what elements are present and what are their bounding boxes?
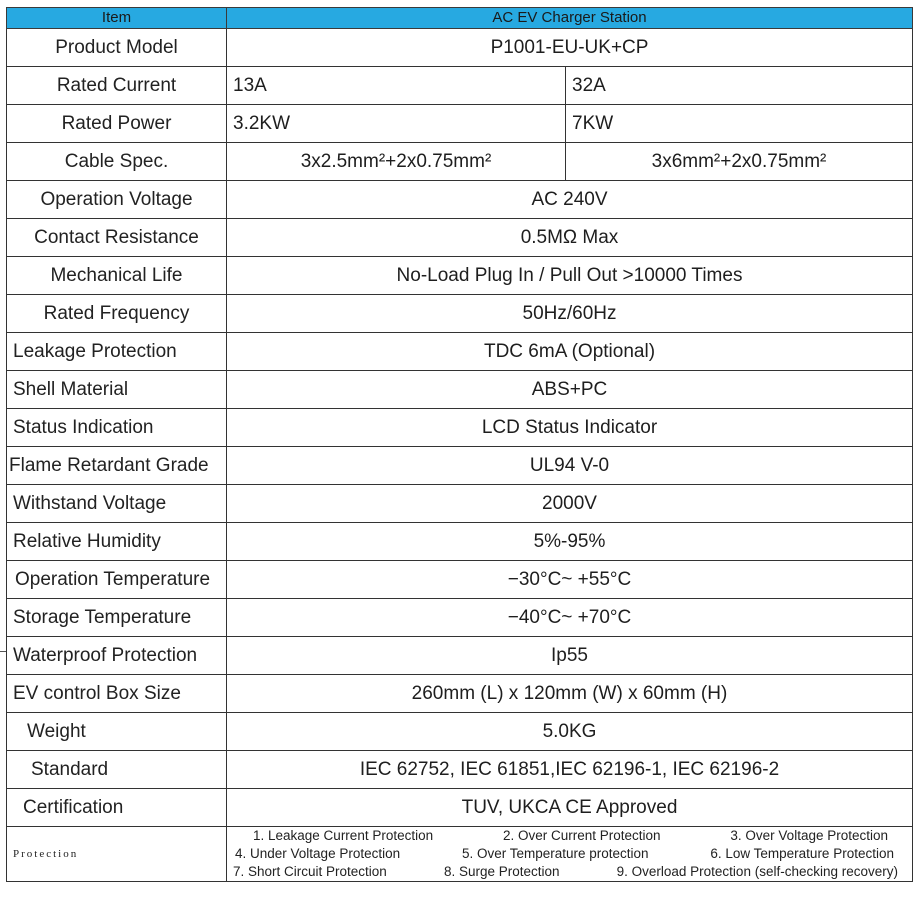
row-label: Standard — [7, 751, 227, 789]
row-value: −30°C~ +55°C — [227, 561, 913, 599]
table-row — [7, 561, 913, 599]
table-row — [7, 257, 913, 295]
row-value-13a: 3x2.5mm²+2x0.75mm² — [227, 143, 566, 181]
table-row — [7, 371, 913, 409]
row-value: 50Hz/60Hz — [227, 295, 913, 333]
table-row — [7, 637, 913, 675]
table-row — [7, 295, 913, 333]
row-value: 5.0KG — [227, 713, 913, 751]
table-row — [7, 181, 913, 219]
table-row — [7, 675, 913, 713]
row-label: Rated Current — [7, 67, 227, 105]
row-value-32a: 7KW — [566, 105, 913, 143]
row-value: LCD Status Indicator — [227, 409, 913, 447]
row-value: P1001-EU-UK+CP — [227, 29, 913, 67]
row-label: Certification — [7, 789, 227, 827]
header-item: Item — [7, 8, 227, 29]
row-value: UL94 V-0 — [227, 447, 913, 485]
table-row — [7, 523, 913, 561]
table-row — [7, 143, 913, 181]
table-row — [7, 599, 913, 637]
table-row — [7, 67, 913, 105]
table-row — [7, 333, 913, 371]
row-label: Status Indication — [7, 409, 227, 447]
row-label: Withstand Voltage — [7, 485, 227, 523]
protection-list — [227, 827, 913, 882]
protection-row — [7, 827, 913, 882]
row-value: TDC 6mA (Optional) — [227, 333, 913, 371]
row-label: Contact Resistance — [7, 219, 227, 257]
table-header-row — [7, 8, 913, 29]
header-title: AC EV Charger Station — [227, 8, 913, 29]
row-value-32a: 32A — [566, 67, 913, 105]
row-value: Ip55 — [227, 637, 913, 675]
row-value: ABS+PC — [227, 371, 913, 409]
protection-item: 9. Overload Protection (self-checking recovery) — [616, 864, 898, 879]
row-value-13a: 3.2KW — [227, 105, 566, 143]
table-row — [7, 409, 913, 447]
protection-item: 1. Leakage Current Protection — [253, 828, 434, 843]
row-value: 0.5MΩ Max — [227, 219, 913, 257]
protection-item: 6. Low Temperature Protection — [710, 846, 894, 861]
protection-item: 2. Over Current Protection — [502, 828, 661, 843]
specification-table — [6, 7, 913, 882]
protection-item: 3. Over Voltage Protection — [730, 828, 888, 843]
protection-item: 8. Surge Protection — [443, 864, 560, 879]
row-label: Relative Humidity — [7, 523, 227, 561]
row-label: Mechanical Life — [7, 257, 227, 295]
table-row — [7, 713, 913, 751]
row-label: Weight — [7, 713, 227, 751]
row-value-32a: 3x6mm²+2x0.75mm² — [566, 143, 913, 181]
row-value: 5%-95% — [227, 523, 913, 561]
row-value: TUV, UKCA CE Approved — [227, 789, 913, 827]
row-label: Shell Material — [7, 371, 227, 409]
row-label: Cable Spec. — [7, 143, 227, 181]
row-value-13a: 13A — [227, 67, 566, 105]
table-row — [7, 29, 913, 67]
row-label: Operation Temperature — [7, 561, 227, 599]
table-row — [7, 219, 913, 257]
table-row — [7, 105, 913, 143]
row-label: Waterproof Protection — [7, 637, 227, 675]
row-label: Operation Voltage — [7, 181, 227, 219]
table-row — [7, 751, 913, 789]
protection-label: Protection — [7, 827, 227, 882]
protection-line — [233, 827, 906, 845]
row-value: −40°C~ +70°C — [227, 599, 913, 637]
row-label: Storage Temperature — [7, 599, 227, 637]
row-label: EV control Box Size — [7, 675, 227, 713]
row-label: Flame Retardant Grade — [7, 447, 227, 485]
row-label: Product Model — [7, 29, 227, 67]
protection-line — [233, 845, 906, 863]
protection-item: 4. Under Voltage Protection — [235, 846, 401, 861]
table-row — [7, 447, 913, 485]
table-row — [7, 485, 913, 523]
row-label: Rated Frequency — [7, 295, 227, 333]
protection-item: 7. Short Circuit Protection — [233, 864, 387, 879]
row-value: 260mm (L) x 120mm (W) x 60mm (H) — [227, 675, 913, 713]
row-value: AC 240V — [227, 181, 913, 219]
protection-item: 5. Over Temperature protection — [461, 846, 649, 861]
table-row — [7, 789, 913, 827]
row-value: 2000V — [227, 485, 913, 523]
protection-line — [233, 863, 906, 881]
row-value: No-Load Plug In / Pull Out >10000 Times — [227, 257, 913, 295]
row-value: IEC 62752, IEC 61851,IEC 62196-1, IEC 62196-2 — [227, 751, 913, 789]
row-label: Leakage Protection — [7, 333, 227, 371]
row-label: Rated Power — [7, 105, 227, 143]
